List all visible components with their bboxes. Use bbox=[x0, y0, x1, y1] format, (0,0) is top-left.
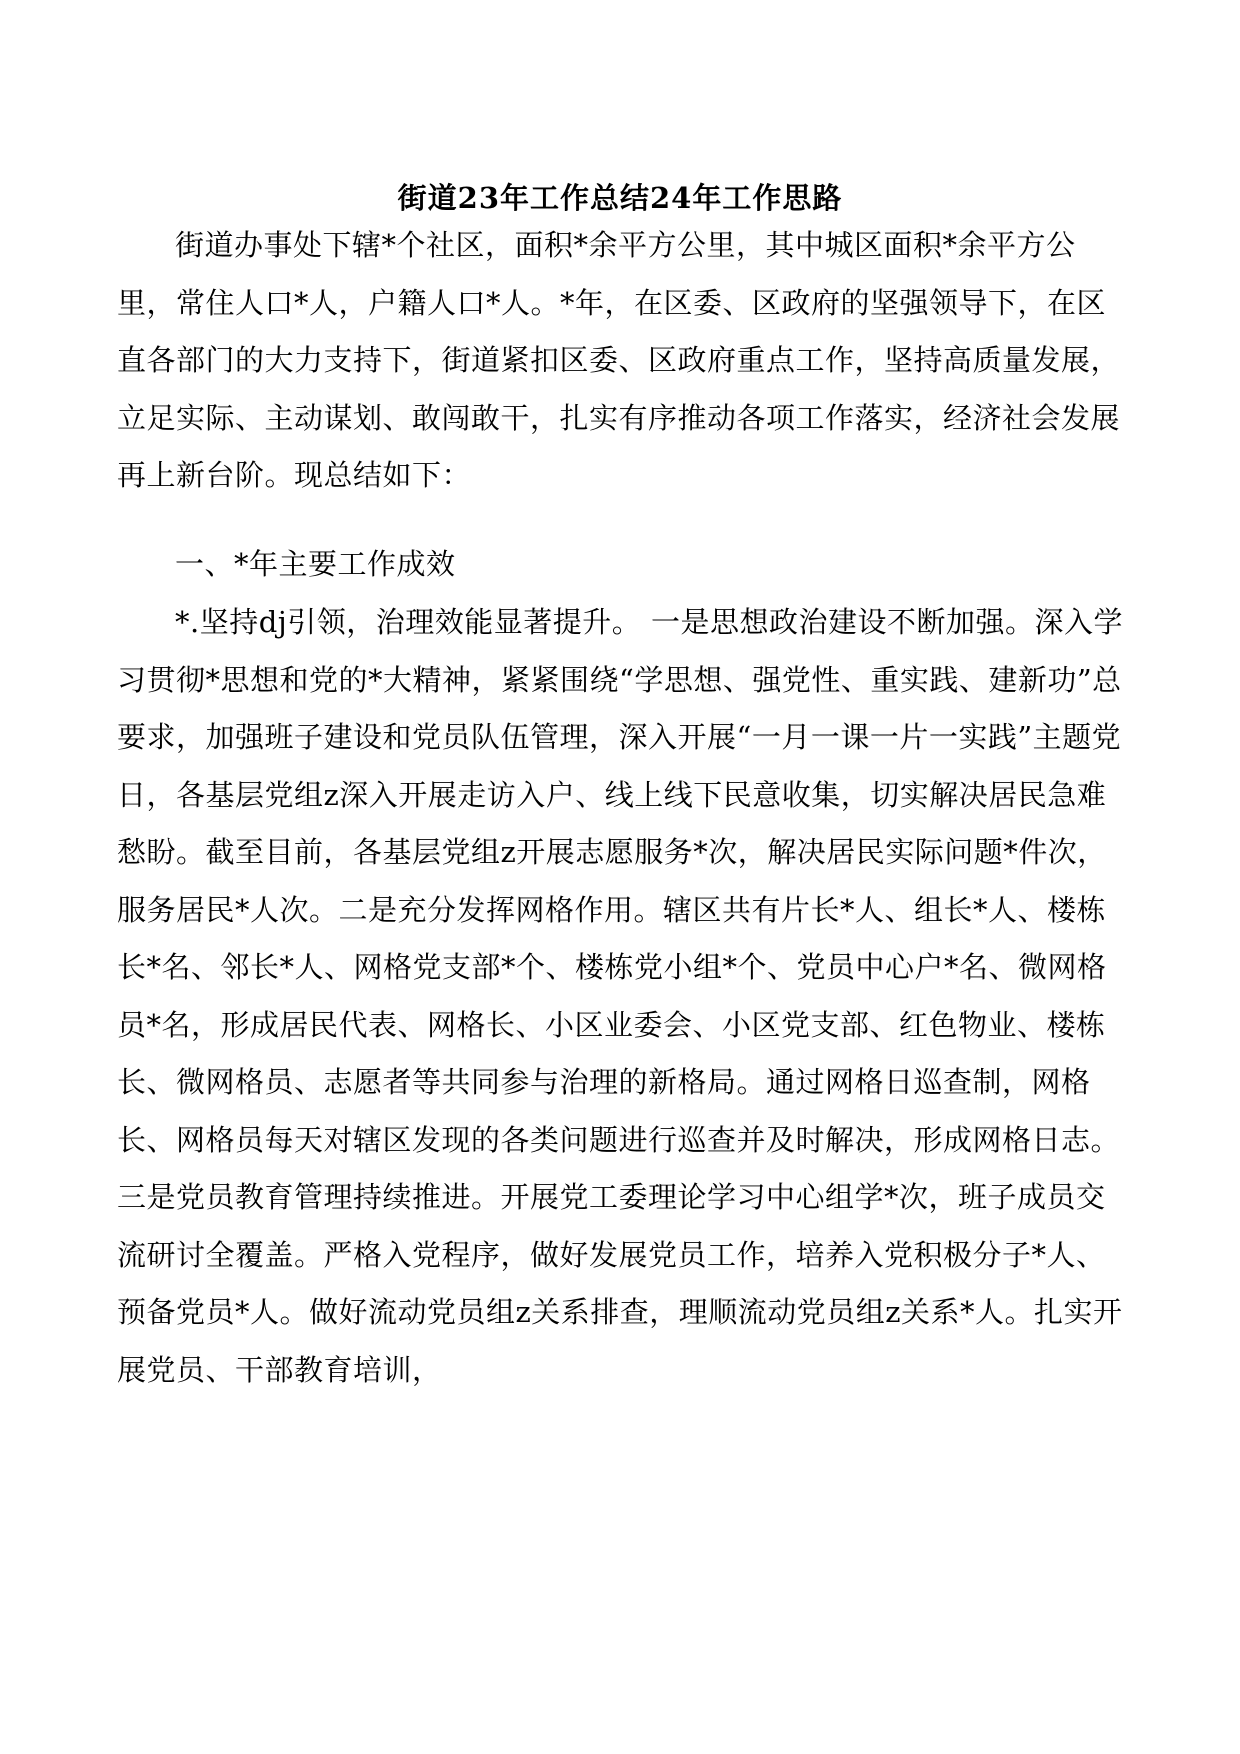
intro-paragraph: 街道办事处下辖*个社区，面积*余平方公里，其中城区面积*余平方公里，常住人口*人，户籍人口*人。*年，在区委、区政府的坚强领导下，在区直各部门的大力支持下，街道紧扣区委、区政府重点工作，坚持高质量发展，立足实际、主动谋划、敢闯敢干，扎实有序推动各项工作落实，经济社会发展再上新台阶。现总结如下： bbox=[117, 228, 1121, 492]
section-paragraph: *.坚持dj引领，治理效能显著提升。 一是思想政治建设不断加强。深入学习贯彻*思想和党的*大精神，紧紧围绕“学思想、强党性、重实践、建新功”总要求，加强班子建设和党员队伍管理，深入开展“一月一课一片一实践”主题党日，各基层党组z深入开展走访入户、线上线下民意收集，切实解决居民急难愁盼。截至目前，各基层党组z开展志愿服务*次，解决居民实际问题*件次，服务居民*人次。二是充分发挥网格作用。辖区共有片长*人、组长*人、楼栋长*名、邻长*人、网格党支部*个、楼栋党小组*个、党员中心户*名、微网格员*名，形成居民代表、网格长、小区业委会、小区党支部、红色物业、楼栋长、微网格员、志愿者等共同参与治理的新格局。通过网格日巡查制，网格长、网格员每天对辖区发现的各类问题进行巡查并及时解决，形成网格日志。三是党员教育管理持续推进。开展党工委理论学习中心组学*次，班子成员交流研讨全覆盖。严格入党程序，做好发展党员工作，培养入党积极分子*人、预备党员*人。做好流动党员组z关系排查，理顺流动党员组z关系*人。扎实开展党员、干部教育培训， bbox=[117, 605, 1123, 1387]
document-title: 街道23年工作总结24年工作思路 bbox=[397, 181, 843, 215]
section-heading: 一、*年主要工作成效 bbox=[175, 547, 456, 581]
